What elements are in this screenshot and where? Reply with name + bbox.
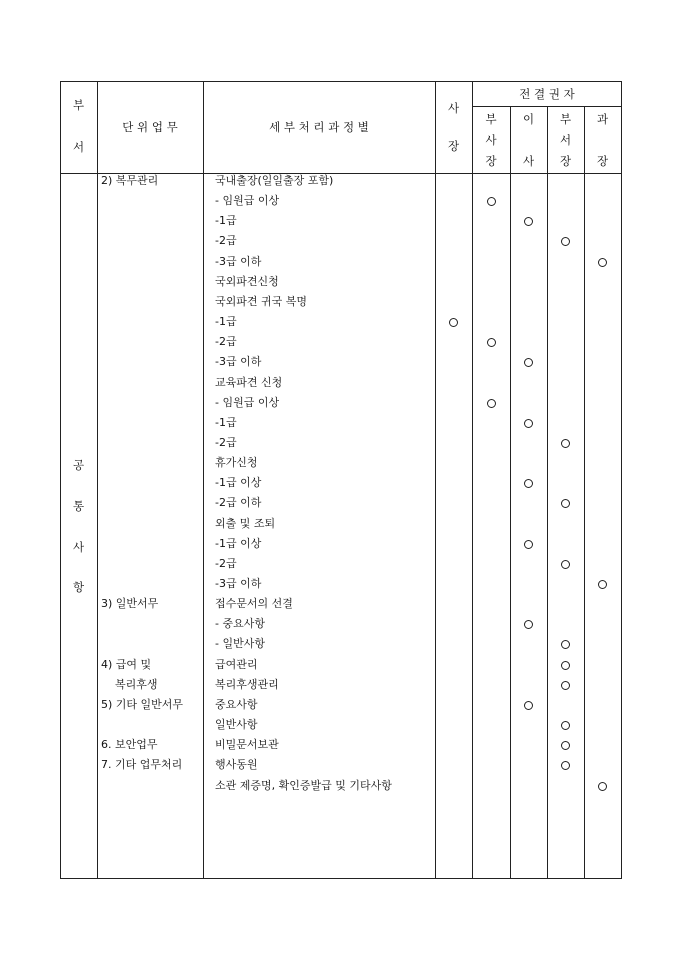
header-vp-1: 부 (485, 112, 497, 126)
table-right-border (621, 81, 622, 879)
col-divider-unit (97, 81, 98, 879)
approval-circle-mark (561, 560, 570, 569)
approval-circle-mark (487, 197, 496, 206)
approval-circle-mark (449, 318, 458, 327)
approval-circle-mark (561, 681, 570, 690)
header-unit-task: 단 위 업 무 (122, 120, 178, 134)
approval-circle-mark (487, 338, 496, 347)
approval-circle-mark (561, 499, 570, 508)
detail-row-text: -3급 이하 (215, 254, 262, 268)
dept-label-char-2: 통 (72, 499, 85, 513)
header-dept-2: 서 (72, 140, 85, 154)
detail-row-text: - 중요사항 (215, 617, 265, 631)
approval-circle-mark (598, 782, 607, 791)
detail-row-text: - 임원급 이상 (215, 395, 280, 409)
detail-row-text: 국외파견신청 (215, 274, 279, 288)
approval-circle-mark (524, 419, 533, 428)
detail-row-text: -2급 (215, 234, 237, 248)
header-depthead-3: 장 (559, 154, 572, 168)
detail-row-text: 외출 및 조퇴 (215, 516, 276, 530)
approval-circle-mark (561, 439, 570, 448)
header-depthead-1: 부 (559, 112, 572, 126)
detail-row-text: 행사동원 (215, 758, 258, 772)
detail-row-text: 소관 제증명, 확인증발급 및 기타사항 (215, 778, 392, 792)
table-top-border (60, 81, 622, 82)
detail-row-text: 중요사항 (215, 697, 258, 711)
dept-label-char-3: 사 (72, 540, 85, 554)
detail-row-text: 일반사항 (215, 718, 258, 732)
detail-row-text: 복리후생관리 (215, 677, 279, 691)
header-director-1: 이 (522, 112, 535, 126)
approval-circle-mark (524, 358, 533, 367)
col-divider-detail (203, 81, 204, 879)
unit-task-label: 복리후생 (101, 677, 158, 691)
header-approval-authority: 전 결 권 자 (519, 87, 575, 101)
detail-row-text: 휴가신청 (215, 456, 258, 470)
header-chief-2: 장 (596, 154, 609, 168)
unit-task-label: 4) 급여 및 (101, 657, 152, 671)
approval-circle-mark (561, 721, 570, 730)
approval-circle-mark (561, 237, 570, 246)
detail-row-text: -2급 (215, 335, 237, 349)
detail-row-text: -2급 (215, 556, 237, 570)
col-divider-vp (472, 81, 473, 879)
approval-circle-mark (598, 580, 607, 589)
approval-circle-mark (561, 761, 570, 770)
detail-row-text: 급여관리 (215, 657, 258, 671)
unit-task-label: 6. 보안업무 (101, 738, 158, 752)
approval-circle-mark (598, 258, 607, 267)
dept-label-char-4: 항 (72, 580, 85, 594)
table-left-border (60, 81, 61, 879)
detail-row-text: -3급 이하 (215, 355, 262, 369)
header-vp-3: 장 (485, 154, 497, 168)
approval-circle-mark (524, 701, 533, 710)
detail-row-text: 교육파견 신청 (215, 375, 283, 389)
detail-row-text: -1급 (215, 214, 237, 228)
detail-row-text: -1급 (215, 315, 237, 329)
dept-label-char-1: 공 (72, 458, 85, 472)
header-director-2: 사 (522, 154, 535, 168)
detail-row-text: -1급 이상 (215, 476, 262, 490)
detail-row-text: -2급 (215, 435, 237, 449)
approval-circle-mark (561, 741, 570, 750)
detail-row-text: - 임원급 이상 (215, 194, 280, 208)
table-bottom-border (60, 878, 622, 879)
detail-row-text: -1급 이상 (215, 536, 262, 550)
unit-task-label: 7. 기타 업무처리 (101, 758, 183, 772)
header-dept-1: 부 (72, 98, 85, 112)
detail-row-text: -2급 이하 (215, 496, 262, 510)
unit-task-label: 3) 일반서무 (101, 597, 159, 611)
header-president-2: 장 (447, 139, 460, 153)
detail-row-text: 비밀문서보관 (215, 738, 279, 752)
header-chief-1: 과 (596, 112, 609, 126)
approval-circle-mark (524, 620, 533, 629)
approval-circle-mark (561, 661, 570, 670)
approval-circle-mark (524, 479, 533, 488)
approval-circle-mark (524, 217, 533, 226)
detail-row-text: -3급 이하 (215, 577, 262, 590)
col-divider-president (435, 81, 436, 879)
detail-row-text: 국외파견 귀국 복명 (215, 294, 308, 308)
col-divider-depthead (547, 106, 548, 879)
col-divider-chief (584, 106, 585, 879)
detail-row-text: - 일반사항 (215, 637, 265, 651)
approval-circle-mark (561, 640, 570, 649)
unit-task-label: 5) 기타 일반서무 (101, 697, 184, 711)
detail-row-text: 접수문서의 선결 (215, 597, 293, 611)
unit-task-label: 2) 복무관리 (101, 174, 159, 187)
approval-circle-mark (524, 540, 533, 549)
header-detail-process: 세 부 처 리 과 정 별 (269, 120, 369, 134)
approval-circle-mark (487, 399, 496, 408)
detail-row-text: 국내출장(일일출장 포함) (215, 174, 334, 187)
header-president-1: 사 (447, 101, 460, 115)
detail-row-text: -1급 (215, 415, 237, 429)
header-depthead-2: 서 (559, 133, 572, 147)
header-vp-2: 사 (485, 133, 497, 147)
col-divider-director (510, 106, 511, 879)
